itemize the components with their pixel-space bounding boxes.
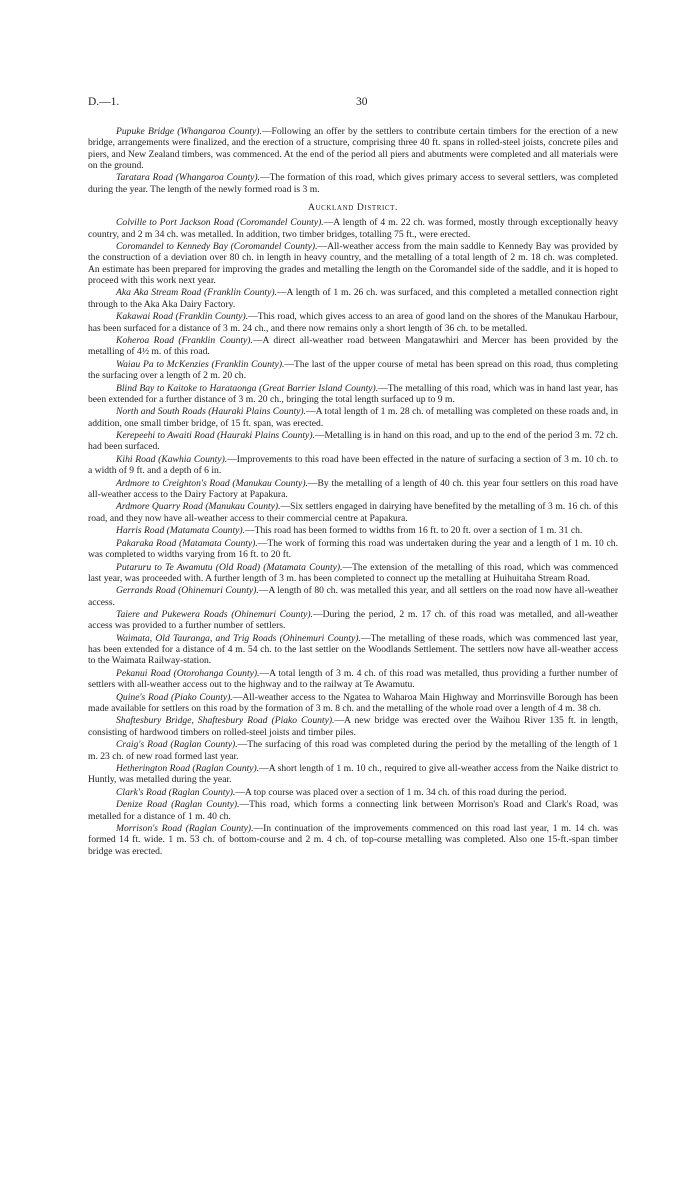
paragraph-title: Craig's Road (Raglan County). [116, 739, 238, 751]
paragraph-text: —The last of the upper course of metal has been spread on this road, thus completing the surfacing over a length of 2 m. 20 ch. [88, 358, 619, 382]
paragraph [88, 715, 618, 738]
paragraphs-before [88, 126, 618, 195]
paragraph-text: —The formation of this road, which gives primary access to several settlers, was completed during the year. The length of the newly formed road is 3 m. [88, 172, 619, 195]
paragraph-text: —The metalling of these roads, which was commenced last year, has been extended for a distance of 4 m. 54 ch. to the last settler on the Woodlands Settlement. The settlers now have all-weather access to the Waimata Railway-station. [88, 632, 618, 667]
paragraph-text: —A direct all-weather road between Mangatawhiri and Mercer has been provided by the metalling of 4½ m. of this road. [88, 334, 618, 358]
paragraph-title: Morrison's Road (Raglan County). [116, 823, 254, 835]
paragraph [88, 739, 618, 762]
paragraph-title: Aka Aka Stream Road (Franklin County). [116, 287, 277, 299]
paragraph [88, 241, 618, 286]
page-header [88, 96, 618, 112]
paragraph-text: —A total length of 1 m. 28 ch. of metalling was completed on these roads and, in addition, one small timber bridge, of 15 ft. span, was erected. [88, 406, 619, 429]
paragraph-text: —Six settlers engaged in dairying have benefited by the metalling of 3 m. 16 ch. of this road, and they now have all-weather access to their commercial centre at Papakura. [88, 501, 618, 524]
paragraph-title: Waimata, Old Tauranga, and Trig Roads (Ohinemuri County). [116, 632, 361, 644]
paragraph-title: Pakaraka Road (Matamata County). [116, 537, 258, 549]
paragraph-text: —The surfacing of this road was completed during the period by the metalling of the length of 1 m. 23 ch. of new road formed last year. [88, 739, 618, 762]
paragraph-title: Denize Road (Raglan County). [116, 799, 240, 811]
paragraph-text: —All-weather access to the Ngatea to Waharoa Main Highway and Morrinsville Borough has been made available for settlers on this road by the formation of 3 m. 8 ch. and the metalling of the whole road over a length of 4 m. 38 ch. [88, 691, 618, 714]
paragraph-title: Pupuke Bridge (Whangaroa County). [116, 126, 262, 137]
paragraph [88, 763, 618, 786]
paragraph-title: Coromandel to Kennedy Bay (Coromandel County). [116, 241, 318, 253]
paragraph-text: —In continuation of the improvements commenced on this road last year, 1 m. 14 ch. was formed 14 ft. wide. 1 m. 53 ch. of bottom-course and 2 m. 4 ch. of top-course metalling was completed. Also one 15-ft.-span timber bridge was erected. [88, 823, 618, 857]
document-body [88, 126, 618, 858]
paragraph-text: —The work of forming this road was undertaken during the year and a length of 1 m. 10 ch. was completed to widths varying from 16 ft. to 20 ft. [88, 537, 619, 561]
paragraph-text: —A total length of 3 m. 4 ch. of this road was metalled, thus providing a further number of settlers with all-weather access out to the highway and to the railway at Te Awamutu. [88, 667, 618, 691]
paragraph-title: Waiau Pa to McKenzies (Franklin County). [116, 358, 285, 370]
paragraph-text: —A length of 1 m. 26 ch. was surfaced, and this completed a metalled connection right through to the Aka Aka Dairy Factory. [88, 287, 618, 310]
paragraph [88, 359, 618, 382]
paragraph-title: Kihi Road (Kawhia County). [116, 453, 228, 465]
paragraph [88, 823, 618, 857]
paragraph [88, 406, 618, 429]
paragraph-title: Colville to Port Jackson Road (Coromandel County). [116, 217, 324, 229]
paragraph [88, 287, 618, 310]
paragraph [88, 311, 618, 334]
paragraph [88, 609, 618, 632]
paragraph-text: —The extension of the metalling of this road, which was commenced last year, was proceeded with. A further length of 3 m. has been completed to connect up the metalling at Huihuitaha Stream Road. [88, 561, 618, 584]
paragraph-text: —Improvements to this road have been effected in the nature of surfacing a section of 3 m. 10 ch. to a width of 9 ft. and a depth of 6 in. [88, 453, 618, 477]
paragraph [88, 692, 618, 715]
paragraph-title: Koheroa Road (Franklin County). [116, 334, 253, 346]
paragraph-title: Taiere and Pukewera Roads (Ohinemuri County). [116, 609, 313, 621]
paragraph-title: Hetherington Road (Raglan County). [116, 763, 260, 775]
paragraph-text: —This road, which gives access to an area of good land on the shores of the Manukau Harbour, has been surfaced for a distance of 3 m. 24 ch., and there now remains only a short length of 36 ch. to be metalled. [88, 311, 618, 334]
paragraph-text: —The metalling of this road, which was in hand last year, has been extended for a further distance of 3 m. 20 ch., bringing the total length surfaced up to 9 m. [88, 382, 618, 405]
paragraph-title: Ardmore Quarry Road (Manukau County). [116, 501, 281, 513]
paragraph-text: —A top course was placed over a section of 1 m. 34 ch. of this road during the period. [235, 786, 567, 798]
paragraph-title: Gerrands Road (Ohinemuri County). [116, 585, 259, 597]
paragraph [88, 335, 618, 358]
paragraph [88, 538, 618, 561]
paragraph-title: Quine's Road (Piako County). [116, 691, 233, 703]
paragraph-title: Ardmore to Creighton's Road (Manukau County). [116, 477, 308, 489]
paragraph-title: Clark's Road (Raglan County). [116, 786, 236, 798]
paragraph [88, 787, 618, 798]
paragraph-text: —This road, which forms a connecting link between Morrison's Road and Clark's Road, was metalled for a distance of 1 m. 40 ch. [88, 799, 618, 822]
paragraph-title: Putaruru to Te Awamutu (Old Road) (Matamata County). [116, 561, 343, 573]
paragraph-text: —A length of 80 ch. was metalled this year, and all settlers on the road now have all-weather access. [88, 585, 619, 608]
paragraph [88, 501, 618, 524]
paragraph-text: —Following an offer by the settlers to contribute certain timbers for the erection of a new bridge, arrangements were finalized, and the erection of a structure, comprising three 40 ft. spans in rolled-steel joists, concrete piles and piers, and New Zealand timbers, was commenced. At the end of the period all piers and abutments were completed and all materials were on the ground. [88, 126, 618, 171]
paragraphs-main [88, 217, 618, 857]
paragraph [88, 562, 618, 585]
paragraph-title: Kerepeehi to Awaiti Road (Hauraki Plains County). [116, 430, 315, 442]
paragraph-title: Shaftesbury Bridge, Shaftesbury Road (Piako County). [116, 715, 335, 727]
paragraph [88, 383, 618, 406]
paragraph-title: Kakawai Road (Franklin County). [116, 311, 249, 323]
paragraph-text: —A new bridge was erected over the Waihou River 135 ft. in length, consisting of hardwood timbers on rolled-steel joists and timber piles. [88, 715, 618, 738]
paragraph-title: Harris Road (Matamata County). [116, 525, 245, 537]
paragraph-text: —By the metalling of a length of 40 ch. this year four settlers on this road have all-weather access to the Dairy Factory at Papakura. [88, 477, 618, 500]
paragraph [88, 668, 618, 691]
paragraph [88, 454, 618, 477]
paragraph [88, 799, 618, 822]
paragraph [88, 525, 618, 536]
paragraph-title: Blind Bay to Kaitoke to Harataonga (Great Barrier Island County). [116, 382, 379, 394]
paragraph-title: Taratara Road (Whangaroa County). [116, 172, 260, 184]
paragraph-text: —This road has been formed to widths from 16 ft. to 20 ft. over a section of 1 m. 31 ch. [244, 525, 583, 537]
paragraph-title: North and South Roads (Hauraki Plains County). [116, 406, 307, 418]
district-heading: Auckland District. [307, 201, 399, 213]
paragraph-title: Pekanui Road (Otorohanga County). [116, 667, 260, 679]
paragraph-text: —A length of 4 m. 22 ch. was formed, mostly through exceptionally heavy country, and 2 m 34 ch. was metalled. In addition, two timber bridges, totalling 75 ft., were erected. [88, 217, 618, 240]
paragraph [88, 585, 618, 608]
paragraph [88, 126, 618, 171]
paragraph-text: —Metalling is in hand on this road, and up to the end of the period 3 m. 72 ch. had been surfaced. [88, 430, 618, 453]
paragraph-text: —All-weather access from the main saddle to Kennedy Bay was provided by the construction of a deviation over 80 ch. in length in heavy country, and the metalling of a total length of 2 m. 18 ch. was completed. An estimate has been prepared for improving the grades and metalling the length on the Coromandel side of the saddle, and it is hoped to proceed with this work next year. [88, 241, 618, 286]
paragraph [88, 430, 618, 453]
page-number: 30 [356, 96, 368, 108]
paragraph [88, 217, 618, 240]
paragraph-text: —During the period, 2 m. 17 ch. of this road was metalled, and all-weather access was provided to a further number of settlers. [88, 609, 618, 632]
document-reference: D.—1. [88, 96, 120, 108]
paragraph [88, 478, 618, 501]
paragraph-text: —A short length of 1 m. 10 ch., required to give all-weather access from the Naike district to Huntly, was metalled during the year. [88, 763, 618, 786]
paragraph [88, 633, 618, 667]
paragraph [88, 172, 618, 195]
